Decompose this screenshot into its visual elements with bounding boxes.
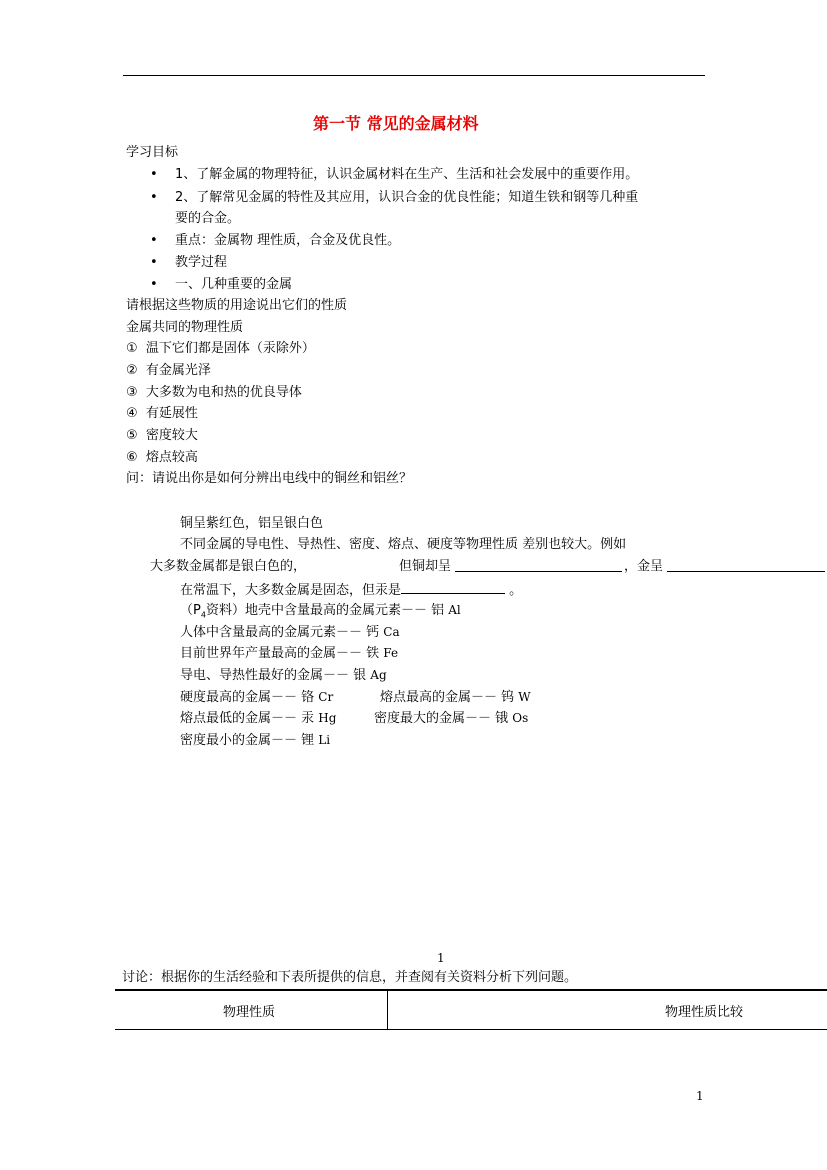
fact-density-high (374, 710, 528, 727)
bullet-icon: • (150, 167, 158, 182)
property-item (126, 363, 211, 379)
property-text: 熔点较高 (145, 450, 198, 465)
fact-density-low (180, 732, 330, 749)
answer-line-4 (180, 581, 522, 599)
element-symbol: Hg (318, 711, 337, 725)
fact-conductivity (180, 667, 387, 684)
fact-prefix: （P (180, 603, 201, 618)
copper-color-blank[interactable] (455, 559, 622, 572)
mercury-state-blank[interactable] (401, 581, 505, 594)
question: 问：请说出你是如何分辨出电线中的铜丝和铝丝？ (126, 471, 413, 486)
fact-text: 资料）地壳中含量最高的金属元素－－ 铝 (205, 603, 445, 618)
fact-text: 硬度最高的金属－－ 铬 (180, 690, 315, 705)
answer-4-part-b: 。 (505, 583, 523, 598)
inner-page-number: 1 (437, 951, 445, 965)
bullet-icon: • (150, 190, 158, 205)
fact-text: 人体中含量最高的金属元素－－ 钙 (180, 625, 380, 640)
property-item (126, 406, 198, 422)
common-heading: 金属共同的物理性质 (126, 320, 244, 335)
answer-3-part-c: ，金呈 (624, 559, 664, 574)
answer-4-part-a: 在常温下，大多数金属是固态，但汞是 (180, 583, 402, 598)
goal-1: 1、了解金属的物理特征，认识金属材料在生产、生活和社会发展中的重要作用。 (175, 167, 639, 182)
table-header-physical-property: 物理性质 (223, 1005, 276, 1020)
element-symbol: Ca (383, 625, 400, 639)
property-item (126, 385, 302, 401)
table-header-comparison: 物理性质比较 (665, 1005, 744, 1020)
bullet-icon: • (150, 255, 158, 270)
fact-crust (180, 602, 461, 624)
goal-2-continued: 要的合金。 (175, 211, 241, 226)
answer-3-part-b: 但铜却呈 (399, 559, 452, 574)
property-num: ③ (126, 385, 138, 400)
answer-line-1: 铜呈紫红色，铝呈银白色 (180, 516, 324, 531)
fact-text: 目前世界年产量最高的金属－－ 铁 (180, 646, 380, 661)
element-symbol: Cr (318, 690, 334, 704)
property-num: ⑤ (126, 428, 138, 443)
property-item (126, 341, 315, 357)
footer-page-number: 1 (696, 1089, 704, 1103)
element-symbol: Fe (383, 646, 399, 660)
property-text: 温下它们都是固体（汞除外） (145, 341, 315, 356)
element-symbol: Li (318, 733, 331, 747)
table-top-border (115, 989, 827, 991)
property-text: 有延展性 (145, 406, 198, 421)
fact-text: 密度最小的金属－－ 锂 (180, 733, 315, 748)
property-item (126, 450, 198, 466)
ask-line: 请根据这些物质的用途说出它们的性质 (126, 298, 348, 313)
property-num: ⑥ (126, 450, 138, 465)
property-text: 大多数为电和热的优良导体 (145, 385, 302, 400)
fact-text: 熔点最高的金属－－ 钨 (380, 690, 515, 705)
fact-hardness (180, 689, 333, 706)
page-title: 第一节 常见的金属材料 (313, 114, 479, 133)
element-symbol: W (518, 690, 531, 704)
fact-text: 密度最大的金属－－ 锇 (374, 711, 509, 726)
element-symbol: Ag (370, 668, 387, 682)
fact-subscript: 4 (200, 610, 206, 620)
property-num: ② (126, 363, 138, 378)
answer-3-part-a: 大多数金属都是银白色的， (150, 559, 307, 574)
fact-melting-low (180, 710, 336, 727)
goal-2: 2、了解常见金属的特性及其应用，认识合金的优良性能；知道生铁和钢等几种重 (175, 190, 639, 205)
property-item (126, 428, 198, 444)
answer-line-3 (150, 559, 306, 575)
table-column-divider (387, 991, 388, 1030)
fact-text: 熔点最低的金属－－ 汞 (180, 711, 315, 726)
property-text: 密度较大 (145, 428, 198, 443)
header-rule (123, 75, 705, 76)
section-heading: 一、几种重要的金属 (175, 277, 293, 292)
gold-color-blank[interactable] (667, 559, 825, 572)
teaching-process: 教学过程 (175, 255, 228, 270)
goals-heading: 学习目标 (126, 145, 179, 160)
property-text: 有金属光泽 (145, 363, 211, 378)
table-header-bottom-border (115, 1029, 827, 1030)
property-num: ① (126, 341, 138, 356)
answer-line-2: 不同金属的导电性、导热性、密度、熔点、硬度等物理性质 差别也较大。例如 (180, 537, 627, 552)
fact-human (180, 624, 400, 641)
discussion: 讨论：根据你的生活经验和下表所提供的信息，并查阅有关资料分析下列问题。 (122, 970, 578, 985)
fact-melting-high (380, 689, 531, 706)
fact-text: 导电、导热性最好的金属－－ 银 (180, 668, 367, 683)
bullet-icon: • (150, 233, 158, 248)
element-symbol: Os (512, 711, 529, 725)
property-num: ④ (126, 406, 138, 421)
bullet-icon: • (150, 277, 158, 292)
element-symbol: Al (448, 603, 461, 617)
key-points: 重点：金属物 理性质，合金及优良性。 (175, 233, 401, 248)
fact-production (180, 645, 398, 662)
